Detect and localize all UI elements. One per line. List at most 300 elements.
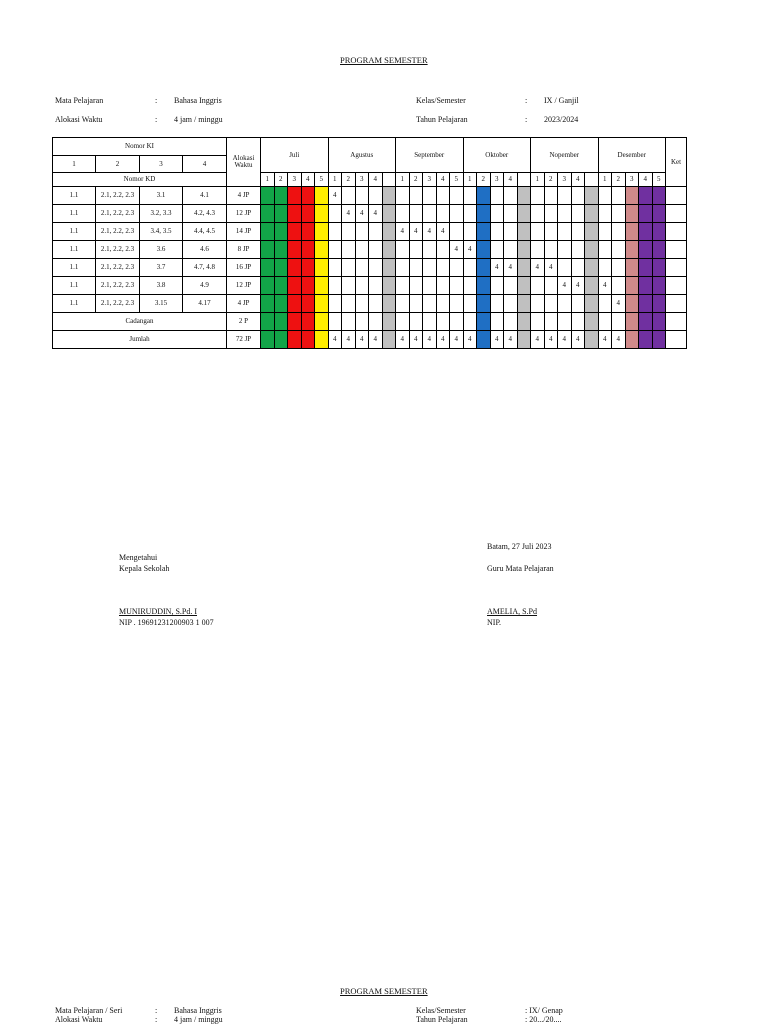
- week-cell: [490, 313, 504, 331]
- week-cell: [409, 313, 423, 331]
- week-cell: 4: [342, 331, 356, 349]
- week-cell: [396, 295, 410, 313]
- week-cell: 4: [571, 331, 585, 349]
- week-number: [382, 173, 396, 187]
- week-number: 3: [625, 173, 639, 187]
- alokasi-label-2: Alokasi Waktu: [55, 1015, 103, 1024]
- week-cell: [490, 295, 504, 313]
- kd-ki2-cell: 2.1, 2.2, 2.3: [96, 187, 140, 205]
- kd-ki4-cell: 4.9: [183, 277, 227, 295]
- week-cell: [517, 331, 531, 349]
- week-cell: [274, 313, 288, 331]
- week-cell: 4: [463, 241, 477, 259]
- week-cell: [436, 295, 450, 313]
- week-cell: 4: [450, 331, 464, 349]
- week-cell: [463, 313, 477, 331]
- guru-text: Guru Mata Pelajaran: [487, 564, 554, 573]
- week-cell: 4: [342, 205, 356, 223]
- ket-cell: [666, 241, 687, 259]
- week-cell: [517, 295, 531, 313]
- jp-cell: 8 JP: [227, 241, 261, 259]
- week-cell: [450, 259, 464, 277]
- jumlah-row: [53, 331, 687, 349]
- week-cell: [517, 259, 531, 277]
- week-cell: 4: [396, 223, 410, 241]
- week-cell: [436, 259, 450, 277]
- week-cell: [274, 259, 288, 277]
- week-number: 2: [612, 173, 626, 187]
- week-cell: [544, 295, 558, 313]
- ki1-cell: 1.1: [53, 295, 96, 313]
- ki1-cell: 1.1: [53, 223, 96, 241]
- ki1-cell: 1.1: [53, 241, 96, 259]
- month-header-juli: Juli: [261, 138, 329, 173]
- week-cell: [288, 295, 302, 313]
- week-cell: 4: [531, 259, 545, 277]
- month-header-oktober: Oktober: [463, 138, 531, 173]
- week-cell: [261, 277, 275, 295]
- week-cell: [396, 187, 410, 205]
- week-cell: [315, 295, 329, 313]
- week-number: 3: [355, 173, 369, 187]
- week-cell: [463, 205, 477, 223]
- week-cell: [639, 313, 653, 331]
- week-cell: [423, 295, 437, 313]
- alokasi-value-2: 4 jam / minggu: [174, 1015, 223, 1024]
- table-row: [53, 295, 687, 313]
- week-cell: [355, 295, 369, 313]
- week-cell: [517, 223, 531, 241]
- kd-ki2-cell: 2.1, 2.2, 2.3: [96, 259, 140, 277]
- week-cell: [396, 259, 410, 277]
- nomor-kd-header: Nomor KD: [53, 173, 227, 187]
- tahun-label: Tahun Pelajaran: [416, 115, 468, 124]
- week-cell: 4: [544, 259, 558, 277]
- jp-cell: 4 JP: [227, 295, 261, 313]
- week-cell: [625, 295, 639, 313]
- week-cell: [355, 187, 369, 205]
- week-cell: 4: [504, 259, 518, 277]
- week-cell: [328, 313, 342, 331]
- week-cell: [504, 205, 518, 223]
- colon: :: [155, 1006, 158, 1015]
- week-cell: [315, 277, 329, 295]
- week-number: 5: [315, 173, 329, 187]
- kepala-nip: NIP . 19691231200903 1 007: [119, 618, 214, 627]
- week-cell: [355, 277, 369, 295]
- week-cell: [517, 313, 531, 331]
- week-number: 1: [598, 173, 612, 187]
- week-cell: [423, 205, 437, 223]
- week-cell: [261, 259, 275, 277]
- week-cell: [531, 205, 545, 223]
- mapel-seri-value: Bahasa Inggris: [174, 1006, 222, 1015]
- kepala-sekolah-text: Kepala Sekolah: [119, 564, 170, 573]
- week-number: 1: [463, 173, 477, 187]
- alokasi-waktu-header: Alokasi Waktu: [227, 138, 261, 187]
- week-cell: [342, 223, 356, 241]
- kelas-label-2: Kelas/Semester: [416, 1006, 466, 1015]
- week-cell: [477, 277, 491, 295]
- week-cell: [328, 205, 342, 223]
- week-number: [585, 173, 599, 187]
- week-cell: [301, 277, 315, 295]
- week-cell: 4: [490, 331, 504, 349]
- week-number: 1: [261, 173, 275, 187]
- week-cell: [288, 241, 302, 259]
- week-cell: [517, 205, 531, 223]
- jp-cell: 4 JP: [227, 187, 261, 205]
- week-cell: 4: [504, 331, 518, 349]
- week-cell: [490, 223, 504, 241]
- place-date: Batam, 27 Juli 2023: [487, 542, 552, 551]
- cadangan-row: [53, 313, 687, 331]
- cadangan-jp: 2 P: [227, 313, 261, 331]
- kd-ki4-cell: 4.4, 4.5: [183, 223, 227, 241]
- jp-cell: 16 JP: [227, 259, 261, 277]
- ket-cell: [666, 295, 687, 313]
- week-cell: [396, 313, 410, 331]
- mengetahui-text: Mengetahui: [119, 553, 158, 562]
- colon: :: [525, 96, 528, 105]
- week-cell: [436, 187, 450, 205]
- week-cell: [274, 187, 288, 205]
- jp-cell: 12 JP: [227, 277, 261, 295]
- week-cell: [274, 223, 288, 241]
- week-cell: [571, 295, 585, 313]
- kelas-value: IX / Ganjil: [544, 96, 579, 105]
- kd-ki4-cell: 4.7, 4.8: [183, 259, 227, 277]
- week-cell: [490, 277, 504, 295]
- week-cell: [274, 241, 288, 259]
- week-cell: [301, 295, 315, 313]
- week-cell: [301, 313, 315, 331]
- week-cell: [423, 241, 437, 259]
- week-cell: [288, 313, 302, 331]
- week-cell: [639, 277, 653, 295]
- week-cell: [355, 313, 369, 331]
- week-cell: 4: [558, 277, 572, 295]
- week-cell: [396, 205, 410, 223]
- ki1-cell: 1.1: [53, 259, 96, 277]
- week-cell: [355, 223, 369, 241]
- week-cell: [612, 241, 626, 259]
- week-cell: [328, 223, 342, 241]
- week-cell: [369, 241, 383, 259]
- week-cell: [571, 241, 585, 259]
- week-cell: [396, 277, 410, 295]
- week-cell: [382, 241, 396, 259]
- week-number: 4: [301, 173, 315, 187]
- week-cell: [639, 205, 653, 223]
- week-cell: [477, 331, 491, 349]
- week-number: 4: [436, 173, 450, 187]
- week-cell: [261, 223, 275, 241]
- kd-ki4-cell: 4.1: [183, 187, 227, 205]
- tahun-label-2: Tahun Pelajaran: [416, 1015, 468, 1024]
- table-row: [53, 241, 687, 259]
- kd-ki3-cell: 3.7: [140, 259, 183, 277]
- week-cell: [477, 295, 491, 313]
- week-cell: [409, 241, 423, 259]
- week-cell: [652, 313, 666, 331]
- week-cell: [301, 205, 315, 223]
- week-cell: [369, 259, 383, 277]
- week-cell: [315, 187, 329, 205]
- month-header-agustus: Agustus: [328, 138, 396, 173]
- week-cell: [328, 295, 342, 313]
- week-cell: [436, 313, 450, 331]
- week-number: 4: [639, 173, 653, 187]
- ket-cell: [666, 277, 687, 295]
- week-cell: [531, 313, 545, 331]
- kd-ki3-cell: 3.15: [140, 295, 183, 313]
- ket-cell: [666, 223, 687, 241]
- ket-header: Ket: [666, 138, 687, 187]
- jp-cell: 12 JP: [227, 205, 261, 223]
- week-cell: 4: [612, 295, 626, 313]
- week-cell: [261, 241, 275, 259]
- week-cell: 4: [436, 331, 450, 349]
- week-number: 3: [558, 173, 572, 187]
- week-cell: [382, 259, 396, 277]
- week-cell: [639, 223, 653, 241]
- week-cell: [652, 277, 666, 295]
- week-cell: [585, 205, 599, 223]
- week-cell: [504, 223, 518, 241]
- week-cell: [571, 223, 585, 241]
- week-cell: [585, 241, 599, 259]
- week-cell: [544, 205, 558, 223]
- week-cell: [301, 223, 315, 241]
- ket-cell: [666, 313, 687, 331]
- week-cell: [315, 241, 329, 259]
- week-cell: [544, 187, 558, 205]
- week-cell: [504, 187, 518, 205]
- week-cell: [261, 295, 275, 313]
- week-cell: 4: [612, 331, 626, 349]
- ket-cell: [666, 259, 687, 277]
- kd-ki2-cell: 2.1, 2.2, 2.3: [96, 241, 140, 259]
- week-cell: [274, 295, 288, 313]
- week-cell: [544, 223, 558, 241]
- week-cell: [342, 313, 356, 331]
- nomor-ki-header: Nomor KI: [53, 138, 227, 156]
- week-number: [517, 173, 531, 187]
- week-cell: 4: [369, 205, 383, 223]
- week-cell: 4: [598, 331, 612, 349]
- week-cell: [558, 313, 572, 331]
- week-cell: [531, 241, 545, 259]
- week-cell: [288, 277, 302, 295]
- week-cell: [409, 295, 423, 313]
- kd-ki3-cell: 3.4, 3.5: [140, 223, 183, 241]
- week-cell: [382, 205, 396, 223]
- kd-ki3-cell: 3.2, 3.3: [140, 205, 183, 223]
- week-cell: [625, 241, 639, 259]
- mapel-label: Mata Pelajaran: [55, 96, 104, 105]
- week-cell: [531, 223, 545, 241]
- week-cell: 4: [396, 331, 410, 349]
- week-cell: [301, 331, 315, 349]
- week-cell: [369, 223, 383, 241]
- month-header-nopember: Nopember: [531, 138, 599, 173]
- week-cell: [436, 277, 450, 295]
- week-cell: [369, 277, 383, 295]
- ket-cell: [666, 205, 687, 223]
- week-cell: [652, 187, 666, 205]
- week-cell: [531, 277, 545, 295]
- week-cell: [369, 187, 383, 205]
- week-number: 5: [450, 173, 464, 187]
- table-row: [53, 205, 687, 223]
- ki-col-1: 1: [53, 156, 96, 173]
- week-cell: [558, 223, 572, 241]
- week-cell: [598, 241, 612, 259]
- guru-nip: NIP.: [487, 618, 502, 627]
- week-cell: 4: [436, 223, 450, 241]
- week-cell: [652, 295, 666, 313]
- week-cell: [585, 331, 599, 349]
- colon: :: [155, 115, 158, 124]
- week-cell: [612, 313, 626, 331]
- week-cell: [639, 331, 653, 349]
- week-cell: 4: [423, 223, 437, 241]
- week-cell: [639, 295, 653, 313]
- week-cell: 4: [328, 331, 342, 349]
- week-cell: [261, 331, 275, 349]
- week-cell: 4: [558, 331, 572, 349]
- week-cell: [652, 259, 666, 277]
- colon: :: [525, 115, 528, 124]
- jumlah-label: Jumlah: [53, 331, 227, 349]
- week-number: 2: [409, 173, 423, 187]
- week-cell: [612, 259, 626, 277]
- week-cell: 4: [490, 259, 504, 277]
- week-cell: 4: [355, 205, 369, 223]
- week-cell: [288, 331, 302, 349]
- tahun-value: 2023/2024: [544, 115, 579, 124]
- week-cell: 4: [355, 331, 369, 349]
- week-cell: [409, 205, 423, 223]
- week-cell: [612, 205, 626, 223]
- week-cell: [382, 331, 396, 349]
- kd-ki2-cell: 2.1, 2.2, 2.3: [96, 295, 140, 313]
- week-cell: 4: [409, 223, 423, 241]
- week-number: 3: [423, 173, 437, 187]
- mapel-seri-label: Mata Pelajaran / Seri: [55, 1006, 123, 1015]
- week-cell: [571, 259, 585, 277]
- week-cell: [342, 277, 356, 295]
- week-cell: [342, 295, 356, 313]
- page-title: PROGRAM SEMESTER: [340, 55, 428, 65]
- week-number: 3: [490, 173, 504, 187]
- week-number: 2: [342, 173, 356, 187]
- week-cell: [261, 205, 275, 223]
- week-cell: [463, 277, 477, 295]
- kd-ki4-cell: 4.6: [183, 241, 227, 259]
- week-cell: [625, 277, 639, 295]
- week-cell: [517, 241, 531, 259]
- week-cell: [531, 187, 545, 205]
- week-cell: [490, 187, 504, 205]
- week-cell: [450, 187, 464, 205]
- week-cell: [382, 187, 396, 205]
- week-cell: [571, 205, 585, 223]
- week-cell: [315, 223, 329, 241]
- kd-ki4-cell: 4.2, 4.3: [183, 205, 227, 223]
- kd-ki2-cell: 2.1, 2.2, 2.3: [96, 223, 140, 241]
- alokasi-value: 4 jam / minggu: [174, 115, 223, 124]
- ki-col-4: 4: [183, 156, 227, 173]
- week-cell: [477, 241, 491, 259]
- week-cell: [598, 295, 612, 313]
- week-cell: 4: [328, 187, 342, 205]
- week-cell: [301, 241, 315, 259]
- week-cell: [625, 187, 639, 205]
- ki-col-3: 3: [140, 156, 183, 173]
- week-cell: [288, 205, 302, 223]
- week-cell: 4: [450, 241, 464, 259]
- table-row: [53, 223, 687, 241]
- week-cell: [585, 313, 599, 331]
- week-cell: [477, 187, 491, 205]
- week-cell: [598, 259, 612, 277]
- week-cell: [477, 205, 491, 223]
- week-number: 3: [288, 173, 302, 187]
- week-cell: [639, 259, 653, 277]
- colon: :: [155, 1015, 158, 1024]
- week-cell: [477, 313, 491, 331]
- week-number: 2: [544, 173, 558, 187]
- week-cell: [409, 187, 423, 205]
- week-cell: [328, 259, 342, 277]
- week-number: 4: [571, 173, 585, 187]
- week-number: 5: [652, 173, 666, 187]
- week-cell: [558, 205, 572, 223]
- week-cell: [598, 205, 612, 223]
- week-cell: [450, 295, 464, 313]
- week-cell: [558, 295, 572, 313]
- week-cell: [558, 187, 572, 205]
- week-number: 1: [328, 173, 342, 187]
- month-header-september: September: [396, 138, 464, 173]
- ki1-cell: 1.1: [53, 187, 96, 205]
- week-cell: [423, 187, 437, 205]
- week-cell: [382, 277, 396, 295]
- week-cell: [301, 259, 315, 277]
- week-cell: [463, 223, 477, 241]
- week-number: 4: [369, 173, 383, 187]
- week-cell: [612, 187, 626, 205]
- week-cell: [328, 277, 342, 295]
- week-cell: [625, 331, 639, 349]
- week-cell: [504, 313, 518, 331]
- jumlah-jp: 72 JP: [227, 331, 261, 349]
- week-cell: [382, 313, 396, 331]
- kelas-value-2: : IX/ Genap: [525, 1006, 563, 1015]
- week-cell: [639, 241, 653, 259]
- kd-ki3-cell: 3.1: [140, 187, 183, 205]
- kd-ki2-cell: 2.1, 2.2, 2.3: [96, 205, 140, 223]
- week-cell: [423, 313, 437, 331]
- ket-cell: [666, 187, 687, 205]
- week-cell: 4: [409, 331, 423, 349]
- week-cell: [558, 259, 572, 277]
- week-cell: [504, 241, 518, 259]
- week-cell: 4: [571, 277, 585, 295]
- week-cell: [639, 187, 653, 205]
